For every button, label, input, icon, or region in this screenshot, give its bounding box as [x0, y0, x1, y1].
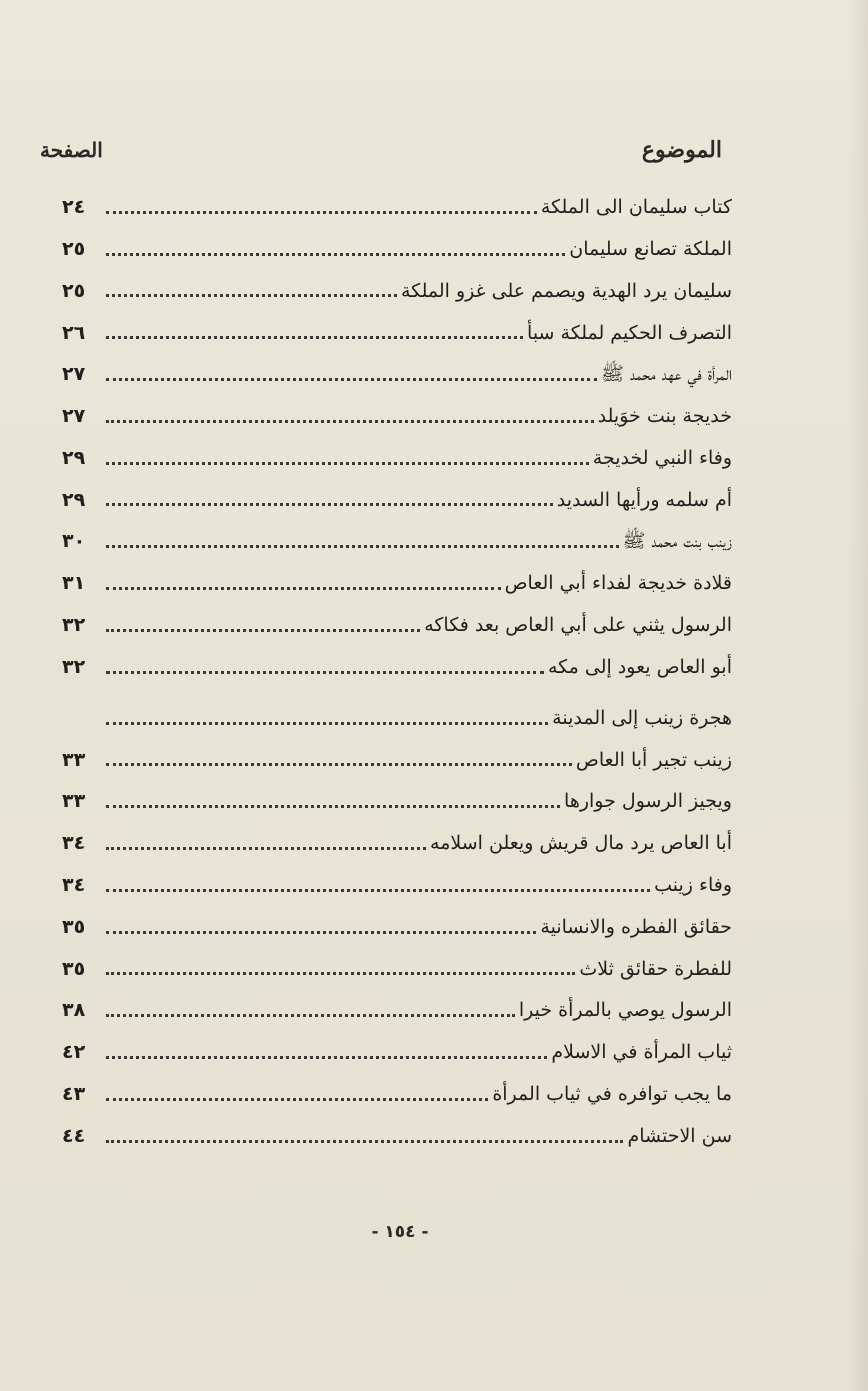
- dot-leader: [106, 931, 536, 934]
- toc-entry-title: قلادة خديجة لفداء أبي العاص: [504, 572, 732, 595]
- toc-entry-page: ٣٣: [62, 748, 86, 771]
- toc-entry-title: للفطرة حقائق ثلاث: [579, 957, 732, 980]
- toc-entry: [62, 600, 732, 642]
- toc-entry: [62, 902, 732, 944]
- toc-entry: [62, 475, 732, 517]
- toc-entry-page: ٢٧: [62, 405, 86, 428]
- dot-leader: [106, 545, 619, 548]
- dot-leader: [106, 294, 397, 297]
- dot-leader: [106, 462, 589, 465]
- toc-entry-page: ٢٩: [62, 446, 86, 469]
- dot-leader: [106, 671, 544, 674]
- toc-entry-page: ٤٣: [62, 1083, 86, 1106]
- dot-leader: [106, 1140, 623, 1143]
- dot-leader: [106, 1098, 488, 1101]
- dot-leader: [106, 629, 420, 632]
- toc-entry-title: زينب بنت محمد ﷺ: [622, 530, 732, 553]
- toc-entry-page: ٢٧: [62, 363, 86, 386]
- toc-entry-page: ٣٤: [62, 832, 86, 855]
- dot-leader: [106, 1056, 547, 1059]
- toc-entry-page: ٣٣: [62, 790, 86, 813]
- topic-column-label: الموضوع: [641, 137, 722, 163]
- toc-entry: [62, 224, 732, 266]
- toc-entry-title: كتاب سليمان الى الملكة: [540, 196, 732, 219]
- toc-entry-title: المرأة في عهد محمد ﷺ: [601, 363, 732, 386]
- dot-leader: [106, 420, 594, 423]
- toc-entry-title: وفاء النبي لخديجة: [592, 446, 732, 469]
- toc-entry: [62, 1111, 732, 1153]
- toc-entry-title: ثياب المرأة في الاسلام: [551, 1041, 732, 1064]
- toc-entry: [62, 1069, 732, 1111]
- toc-entry-title: الرسول يوصي بالمرأة خيرا: [518, 999, 732, 1022]
- toc-entry: [62, 349, 732, 391]
- dot-leader: [106, 503, 553, 506]
- toc-entry-title: الرسول يثني على أبي العاص بعد فكاكه: [424, 614, 732, 637]
- dot-leader: [106, 336, 523, 339]
- toc-entry: [62, 307, 732, 349]
- toc-entry-title: ويجيز الرسول جوارها: [564, 790, 732, 813]
- toc-entry: [62, 182, 732, 224]
- toc-entry: [62, 266, 732, 308]
- toc-entry: [62, 818, 732, 860]
- toc-entry-title: سن الاحتشام: [627, 1124, 732, 1147]
- toc-entry-page: ٢٩: [62, 488, 86, 511]
- toc-entry: [62, 642, 732, 684]
- toc-entry-page: ٣٥: [62, 915, 86, 938]
- toc-entry: [62, 516, 732, 558]
- toc-entry: [62, 433, 732, 475]
- toc-entry-page: ٢٥: [62, 237, 86, 260]
- toc-entry-page: ٣٠: [62, 530, 86, 553]
- toc-entry-page: ٣٢: [62, 655, 86, 678]
- toc-entry-page: ٢٤: [62, 196, 86, 219]
- toc-entry-page: ٣٤: [62, 874, 86, 897]
- toc-entry-title: زينب تجير أبا العاص: [575, 748, 732, 771]
- dot-leader: [106, 763, 572, 766]
- dot-leader: [106, 587, 501, 590]
- toc-entry-title: الملكة تصانع سليمان: [569, 237, 732, 260]
- dot-leader: [106, 722, 548, 725]
- toc-entry-title: سليمان يرد الهدية ويصمم على غزو الملكة: [400, 279, 732, 302]
- dot-leader: [106, 889, 650, 892]
- toc-entry-title: وفاء زينب: [654, 874, 732, 897]
- toc-entry-page: ٤٤: [62, 1124, 86, 1147]
- toc-entry: [62, 1027, 732, 1069]
- toc-entry-title: خديجة بنت خوَيلد: [597, 405, 732, 428]
- toc-entry: [62, 944, 732, 986]
- toc-entry-title: أبا العاص يرد مال قريش ويعلن اسلامه: [430, 832, 732, 855]
- toc-entry: [62, 735, 732, 777]
- dot-leader: [106, 378, 597, 381]
- toc-entry-page: ٢٦: [62, 321, 86, 344]
- toc-entry-page: ٤٢: [62, 1041, 86, 1064]
- dot-leader: [106, 805, 560, 808]
- toc-entry-title: ما يجب توافره في ثياب المرأة: [492, 1083, 732, 1106]
- toc-entry-page: ٣٢: [62, 614, 86, 637]
- toc-entry: [62, 391, 732, 433]
- toc-entry-title: هجرة زينب إلى المدينة: [552, 706, 732, 729]
- toc-entry: [62, 860, 732, 902]
- dot-leader: [106, 972, 575, 975]
- toc-entry-page: ٣١: [62, 572, 86, 595]
- dot-leader: [106, 211, 537, 214]
- toc-entry-page: [62, 731, 102, 735]
- toc-entry: [62, 985, 732, 1027]
- toc-entry-title: أم سلمه ورأيها السديد: [556, 488, 732, 511]
- page-column-label: الصفحة: [40, 138, 103, 162]
- toc-entry: [62, 776, 732, 818]
- page-number: - ١٥٤ -: [371, 1222, 429, 1242]
- toc-header: [40, 130, 722, 170]
- dot-leader: [106, 253, 565, 256]
- toc-entry: [62, 558, 732, 600]
- toc-entry: [62, 684, 732, 735]
- dot-leader: [106, 1014, 515, 1017]
- table-of-contents: [62, 182, 732, 1153]
- toc-entry-page: ٢٥: [62, 279, 86, 302]
- toc-entry-title: التصرف الحكيم لملكة سبأ: [527, 321, 732, 344]
- dot-leader: [106, 847, 426, 850]
- toc-entry-title: حقائق الفطره والانسانية: [540, 915, 732, 938]
- page-edge-shadow: [848, 0, 868, 1391]
- toc-entry-title: أبو العاص يعود إلى مكه: [547, 655, 732, 678]
- toc-entry-page: ٣٥: [62, 957, 86, 980]
- toc-entry-page: ٣٨: [62, 999, 86, 1022]
